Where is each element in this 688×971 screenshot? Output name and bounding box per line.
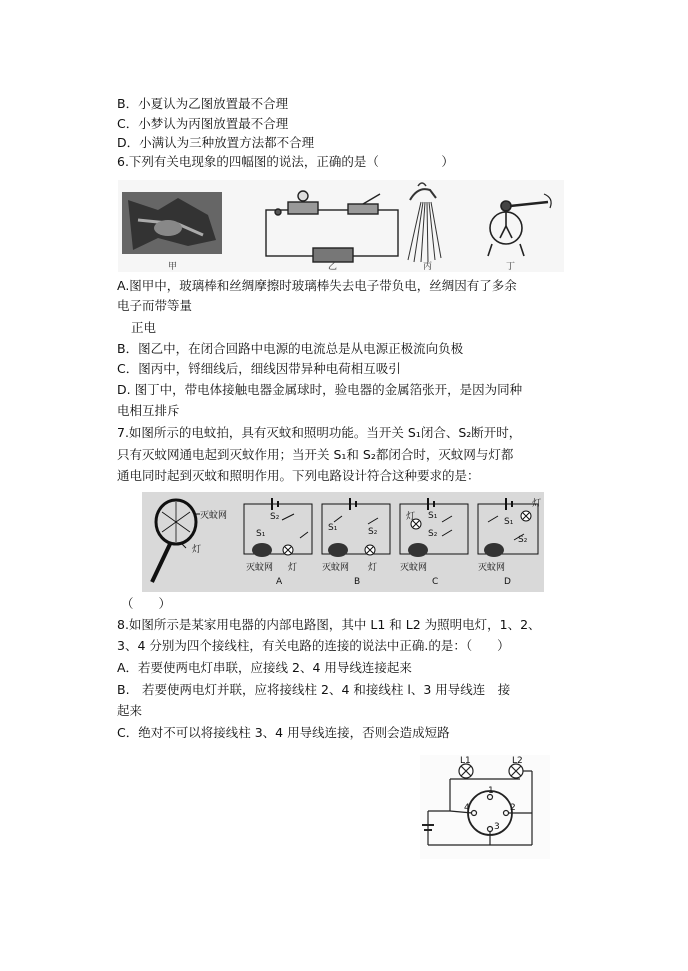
opt-b-letter: B	[354, 577, 361, 587]
question-7-line3: 通电同时起到灭蚊和照明作用。下列电路设计符合这种要求的是：	[117, 468, 480, 483]
figure-yi-circuit	[266, 191, 398, 262]
figure-ding-electroscope	[488, 194, 551, 256]
option-d-line: D．小满认为三种放置方法都不合理	[117, 135, 315, 150]
q6-option-d-line2: 电相互排斥	[117, 403, 180, 418]
question-7-line2: 只有灭蚊网通电起到灭蚊作用；当开关 S₁和 S₂都闭合时，灭蚊网与灯都	[117, 447, 514, 462]
opt-d-letter: D	[504, 577, 511, 587]
q6-option-a-line1: A.图甲中，玻璃棒和丝绸摩擦时玻璃棒失去电子带负电，丝绸因有了多余	[117, 278, 517, 293]
opt-b-net: 灭蚊网	[322, 563, 350, 573]
question-8-line1: 8.如图所示是某家用电器的内部电路图，其中 L1 和 L2 为照明电灯，1、2、	[117, 617, 541, 632]
figure-jia-image	[122, 192, 222, 254]
figure-caption-ding: 丁	[506, 262, 516, 272]
q8-option-a: A．若要使两电灯串联，应接线 2、4 用导线连接起来	[117, 660, 412, 675]
circuit-option-c	[400, 498, 468, 557]
circuit-option-a	[244, 498, 312, 557]
opt-d-net: 灭蚊网	[478, 563, 506, 573]
q8-option-b-line1: B. 若要使两电灯并联，应将接线柱 2、4 和接线柱 l、3 用导线连 接	[117, 682, 511, 697]
q6-option-b: B．图乙中，在闭合回路中电源的电流总是从电源正极流向负极	[117, 341, 464, 356]
opt-a-net: 灭蚊网	[246, 563, 274, 573]
fig8-terminal-2: 2	[510, 803, 516, 813]
q6-option-a-line2: 电子而带等量	[117, 298, 193, 313]
mosquito-racket-image	[152, 500, 200, 582]
opt-c-letter: C	[432, 577, 439, 587]
opt-c-lamp: 灯	[406, 512, 416, 522]
fig8-terminal-4: 4	[464, 803, 470, 813]
opt-b-s-top: S₁	[328, 523, 338, 533]
figure-bing-threads	[408, 183, 441, 262]
option-c-line: C．小梦认为丙图放置最不合理	[117, 116, 289, 131]
fig8-label-l1: L1	[460, 756, 471, 766]
question-6-stem: 6.下列有关电现象的四幅图的说法，正确的是（ ）	[117, 154, 454, 169]
q8-option-c: C．绝对不可以将接线柱 3、4 用导线连接，否则会造成短路	[117, 725, 450, 740]
racket-net-label: 灭蚊网	[200, 511, 228, 521]
opt-a-s-bot: S₁	[256, 529, 266, 539]
opt-c-s-top: S₁	[428, 511, 438, 521]
circuit-option-d	[478, 498, 538, 557]
opt-b-s-bot: S₂	[368, 527, 378, 537]
q6-option-d-line1: D. 图丁中，带电体接触电器金属球时，验电器的金属箔张开，是因为同种	[117, 382, 523, 397]
fig8-label-l2: L2	[512, 756, 523, 766]
q8-option-b-line2: 起来	[117, 703, 143, 718]
fig8-terminal-1: 1	[488, 786, 494, 796]
figure-caption-yi: 乙	[328, 262, 338, 272]
figure-7-circuits	[142, 492, 544, 592]
opt-a-letter: A	[276, 577, 283, 587]
question-7-line1: 7.如图所示的电蚊拍，具有灭蚊和照明功能。当开关 S₁闭合、S₂断开时，	[117, 425, 522, 440]
question-8-line2: 3、4 分别为四个接线柱，有关电路的连接的说法中正确.的是：（ ）	[117, 638, 510, 653]
racket-lamp-label: 灯	[192, 545, 202, 555]
q6-option-c: C．图丙中，锊细线后，细线因带异种电荷相互吸引	[117, 361, 401, 376]
fig8-terminal-3: 3	[494, 822, 500, 832]
opt-d-lamp: 灯	[532, 499, 542, 509]
figure-8-circuit	[420, 755, 550, 859]
opt-b-lamp: 灯	[368, 563, 378, 573]
q7-answer-blank: （ ）	[121, 596, 172, 611]
opt-d-s-top: S₁	[504, 517, 514, 527]
opt-c-net: 灭蚊网	[400, 563, 428, 573]
opt-d-s-bot: S₂	[518, 535, 528, 545]
q6-option-a-line3: 正电	[131, 320, 157, 335]
option-b-line: B．小夏认为乙图放置最不合理	[117, 96, 289, 111]
opt-a-s-top: S₂	[270, 512, 280, 522]
opt-c-s-bot: S₂	[428, 529, 438, 539]
figure-caption-jia: 甲	[168, 262, 178, 272]
opt-a-lamp: 灯	[288, 563, 298, 573]
figure-6-strip	[118, 180, 564, 272]
figure-caption-bing: 丙	[423, 262, 433, 272]
